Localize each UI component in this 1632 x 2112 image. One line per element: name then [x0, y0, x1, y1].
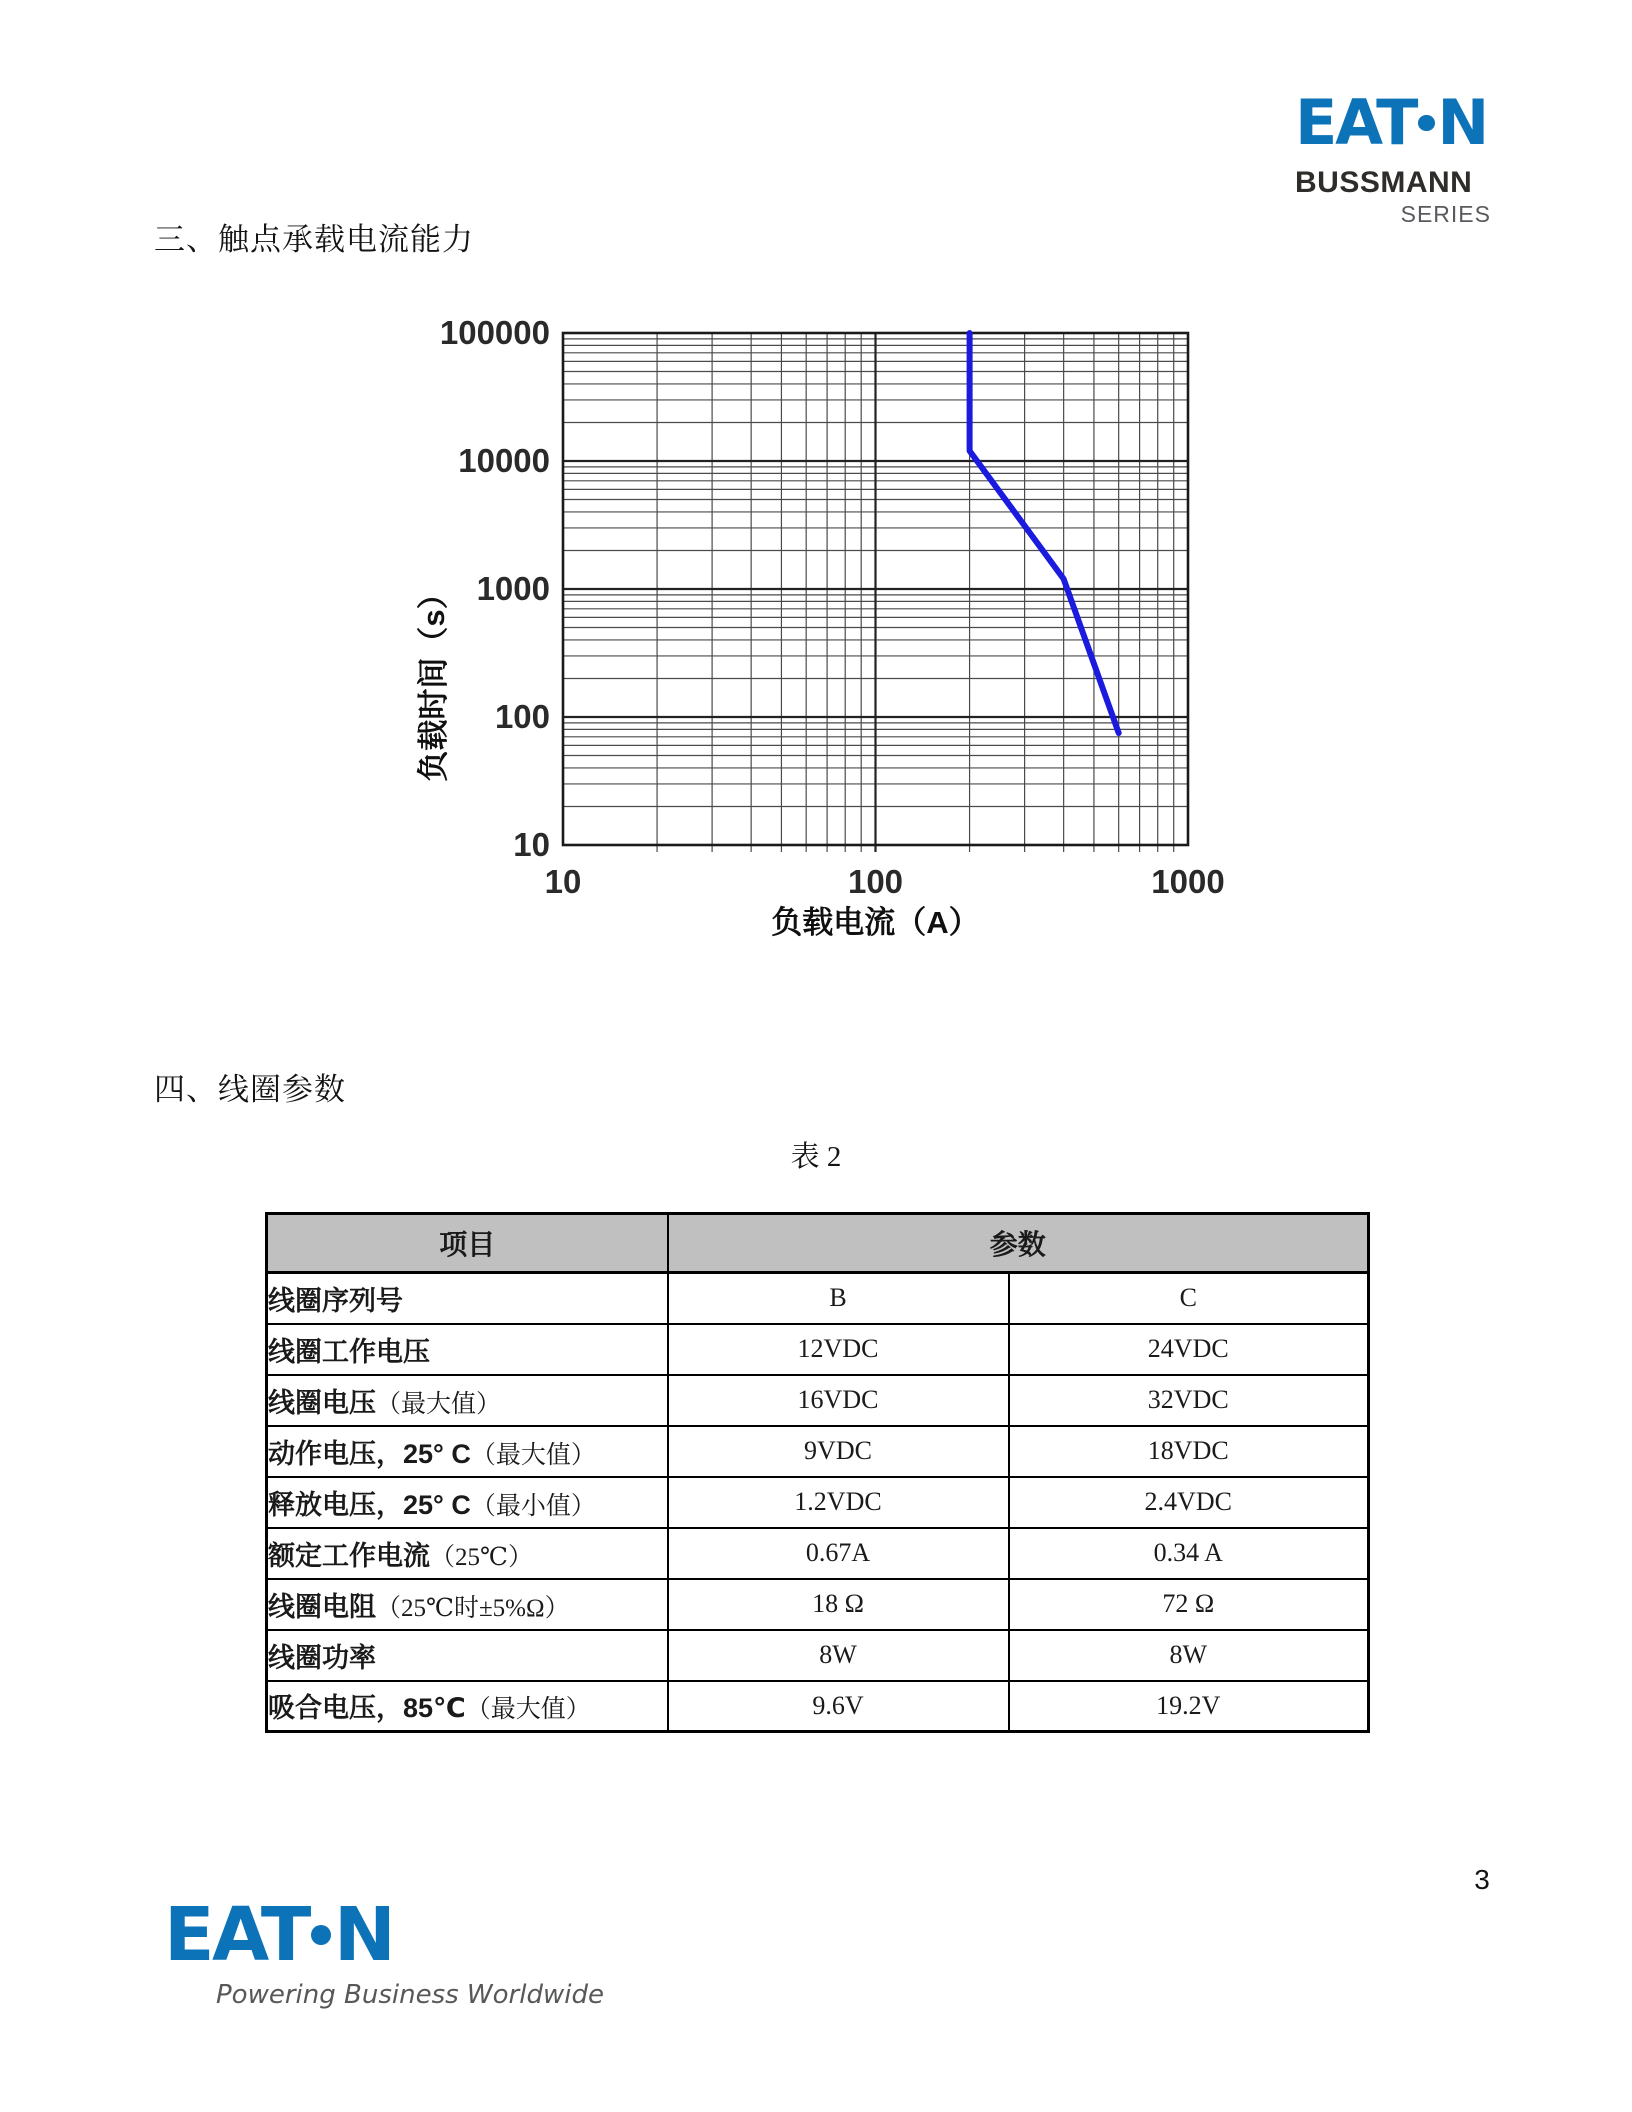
y-tick-label: 100	[494, 698, 550, 735]
y-tick-label: 100000	[439, 314, 550, 351]
series-wordmark: SERIES	[1400, 201, 1491, 227]
col-header-param: 参数	[668, 1214, 1369, 1273]
eaton-logo-dot-icon	[1418, 115, 1435, 132]
row-label: 线圈序列号	[267, 1273, 668, 1324]
value-b: 12VDC	[668, 1324, 1009, 1375]
data-curve	[970, 333, 1119, 733]
value-b: 16VDC	[668, 1375, 1009, 1426]
col-header-item: 项目	[267, 1214, 668, 1273]
row-label: 动作电压，25° C（最大值）	[267, 1426, 668, 1477]
eaton-logo-text-eat: EAT	[1295, 86, 1417, 159]
row-label: 吸合电压，85℃（最大值）	[267, 1681, 668, 1732]
eaton-logo	[164, 1892, 604, 1978]
eaton-tagline: Powering Business Worldwide	[216, 1980, 604, 2010]
table-row	[267, 1324, 1369, 1375]
table-row	[267, 1273, 1369, 1324]
eaton-logo-text-n: N	[333, 1892, 394, 1978]
row-label: 线圈电压（最大值）	[267, 1375, 668, 1426]
value-b: 8W	[668, 1630, 1009, 1681]
table-row	[267, 1477, 1369, 1528]
value-c: 18VDC	[1009, 1426, 1369, 1477]
eaton-logo	[1295, 86, 1491, 159]
value-b: 9VDC	[668, 1426, 1009, 1477]
table-row	[267, 1528, 1369, 1579]
table-row	[267, 1681, 1369, 1732]
value-b: 0.67A	[668, 1528, 1009, 1579]
value-c: 24VDC	[1009, 1324, 1369, 1375]
page-number: 3	[1474, 1864, 1490, 1895]
section-4-heading: 四、线圈参数	[154, 1072, 346, 1107]
section-3-heading: 三、触点承载电流能力	[154, 222, 474, 257]
coil-parameters-table	[265, 1212, 1370, 1733]
row-label: 线圈功率	[267, 1630, 668, 1681]
table-row	[267, 1426, 1369, 1477]
row-label: 额定工作电流（25℃）	[267, 1528, 668, 1579]
y-tick-label: 1000	[476, 570, 550, 607]
value-b: 1.2VDC	[668, 1477, 1009, 1528]
value-c: 72 Ω	[1009, 1579, 1369, 1630]
load-current-chart	[380, 295, 1230, 960]
value-c: 19.2V	[1009, 1681, 1369, 1732]
y-tick-label: 10000	[458, 442, 550, 479]
table-caption: 表 2	[790, 1141, 842, 1173]
value-c: 0.34 A	[1009, 1528, 1369, 1579]
table-row	[267, 1375, 1369, 1426]
value-b: B	[668, 1273, 1009, 1324]
y-axis-title: 负载时间（s）	[416, 578, 451, 782]
chart-canvas	[380, 295, 1230, 955]
x-axis-title: 负载电流（A）	[771, 905, 980, 940]
eaton-logo-dot-icon	[311, 1925, 331, 1945]
table-header-row	[267, 1214, 1369, 1273]
row-label: 释放电压，25° C（最小值）	[267, 1477, 668, 1528]
x-tick-label: 10	[544, 863, 582, 900]
x-tick-label: 1000	[1151, 863, 1225, 900]
x-tick-label: 100	[847, 863, 904, 900]
y-tick-label: 10	[513, 826, 550, 863]
table-row	[267, 1630, 1369, 1681]
value-c: 2.4VDC	[1009, 1477, 1369, 1528]
value-b: 9.6V	[668, 1681, 1009, 1732]
value-c: C	[1009, 1273, 1369, 1324]
eaton-logo-text-eat: EAT	[164, 1892, 309, 1978]
row-label: 线圈电阻（25℃时±5%Ω）	[267, 1579, 668, 1630]
table-row	[267, 1579, 1369, 1630]
value-b: 18 Ω	[668, 1579, 1009, 1630]
value-c: 32VDC	[1009, 1375, 1369, 1426]
row-label: 线圈工作电压	[267, 1324, 668, 1375]
bussmann-wordmark: BUSSMANN	[1295, 166, 1473, 199]
eaton-footer-logo	[164, 1892, 604, 2010]
value-c: 8W	[1009, 1630, 1369, 1681]
eaton-logo-text-n: N	[1437, 86, 1488, 159]
eaton-bussmann-logo	[1295, 86, 1491, 228]
